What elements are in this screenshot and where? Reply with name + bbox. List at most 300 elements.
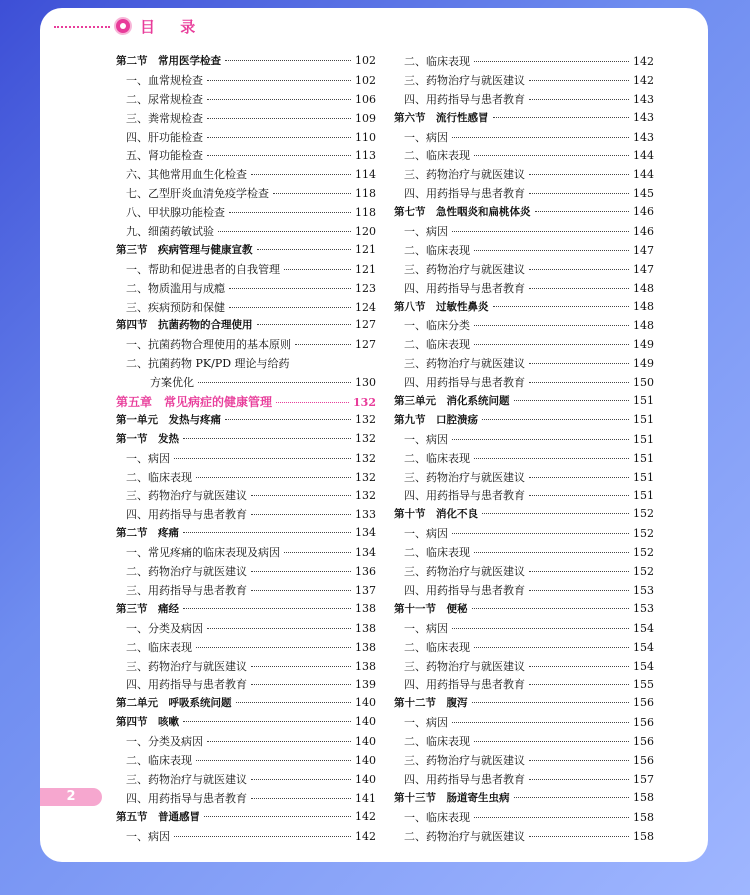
toc-entry[interactable]: [116, 280, 376, 299]
toc-entry[interactable]: [116, 809, 376, 828]
toc-entry-title: 二、临床表现: [404, 640, 470, 654]
toc-leader-dots: [284, 552, 351, 553]
toc-entry[interactable]: [394, 658, 654, 677]
toc-entry[interactable]: [394, 752, 654, 771]
toc-entry-title: 第二节 疼痛: [116, 527, 179, 540]
toc-entry-title: 第十二节 腹泻: [394, 697, 468, 710]
toc-entry[interactable]: [116, 620, 376, 639]
toc-leader-dots: [529, 99, 629, 100]
toc-entry[interactable]: [394, 506, 654, 525]
toc-entry-page: 157: [633, 772, 654, 786]
toc-entry[interactable]: [394, 525, 654, 544]
toc-entry[interactable]: [394, 261, 654, 280]
toc-entry-page: 153: [633, 583, 654, 597]
toc-entry-title: 二、临床表现: [126, 753, 192, 767]
toc-entry[interactable]: [394, 110, 654, 129]
toc-entry-page: 140: [355, 735, 376, 749]
toc-entry[interactable]: [394, 185, 654, 204]
toc-entry-page: 142: [633, 55, 654, 68]
toc-entry[interactable]: [116, 242, 376, 261]
toc-entry[interactable]: [394, 601, 654, 620]
toc-entry[interactable]: [394, 355, 654, 374]
toc-entry[interactable]: [394, 129, 654, 148]
toc-leader-dots: [452, 722, 629, 723]
toc-entry-title: 七、乙型肝炎血清免疫学检查: [126, 187, 269, 201]
page-title: 目 录: [140, 18, 206, 36]
toc-leader-dots: [207, 741, 351, 742]
toc-entry-title: 第三单元 消化系统问题: [394, 395, 510, 408]
toc-entry-page: 102: [355, 73, 376, 87]
toc-entry-page: 152: [633, 565, 654, 579]
toc-entry[interactable]: [116, 72, 376, 91]
toc-entry-title: 第一单元 发热与疼痛: [116, 413, 221, 426]
toc-leader-dots: [474, 344, 629, 345]
toc-entry-title: 三、药物治疗与就医建议: [404, 73, 525, 87]
toc-entry-title: 一、病因: [404, 432, 448, 446]
toc-leader-dots: [273, 193, 351, 194]
toc-entry-title: 第十一节 便秘: [394, 602, 468, 615]
toc-entry-page: 145: [633, 187, 654, 201]
toc-entry-title: 一、分类及病因: [126, 735, 203, 749]
toc-entry-page: 124: [355, 300, 376, 314]
toc-entry-page: 154: [633, 621, 654, 635]
toc-entry-page: 137: [355, 583, 376, 597]
toc-leader-dots: [474, 61, 629, 62]
toc-entry-page: 134: [355, 546, 376, 560]
toc-entry-title: 一、病因: [404, 130, 448, 144]
toc-leader-dots: [251, 174, 351, 175]
toc-entry[interactable]: [394, 639, 654, 658]
toc-entry[interactable]: [116, 506, 376, 525]
toc-entry[interactable]: [394, 809, 654, 828]
toc-entry-page: 148: [633, 281, 654, 295]
toc-leader-dots: [474, 250, 629, 251]
toc-entry[interactable]: [116, 185, 376, 204]
toc-entry[interactable]: [394, 469, 654, 488]
toc-entry-title: 三、粪常规检查: [126, 111, 203, 125]
toc-leader-dots: [529, 590, 629, 591]
toc-entry-page: 147: [633, 262, 654, 276]
toc-entry-title: 第二单元 呼吸系统问题: [116, 697, 232, 710]
toc-entry-title: 第四节 抗菌药物的合理使用: [116, 319, 253, 332]
toc-entry[interactable]: [116, 752, 376, 771]
toc-leader-dots: [514, 400, 630, 401]
toc-entry-title: 第五节 普通感冒: [116, 810, 200, 823]
toc-entry[interactable]: [394, 91, 654, 110]
toc-entry-page: 158: [633, 829, 654, 843]
toc-leader-dots: [474, 458, 629, 459]
toc-entry-title: 一、血常规检查: [126, 73, 203, 87]
toc-leader-dots: [183, 608, 351, 609]
toc-entry[interactable]: [116, 525, 376, 544]
toc-entry[interactable]: [116, 639, 376, 658]
toc-entry-page: 151: [633, 412, 654, 426]
toc-entry-page: 138: [355, 601, 376, 615]
toc-entry-page: 142: [355, 829, 376, 843]
toc-entry-title: 二、临床表现: [404, 451, 470, 465]
toc-entry-title: 三、药物治疗与就医建议: [404, 565, 525, 579]
toc-entry-page: 106: [355, 92, 376, 106]
toc-entry-page: 144: [633, 168, 654, 182]
toc-entry-page: 143: [633, 130, 654, 144]
toc-entry-page: 149: [633, 357, 654, 371]
toc-entry-page: 151: [633, 489, 654, 503]
toc-leader-dots: [529, 80, 629, 81]
toc-leader-dots: [229, 307, 351, 308]
toc-leader-dots: [472, 702, 630, 703]
toc-entry-page: 132: [355, 489, 376, 503]
toc-entry[interactable]: [394, 204, 654, 223]
toc-entry-title: 四、肝功能检查: [126, 130, 203, 144]
toc-entry-page: 127: [355, 338, 376, 352]
toc-entry-page: 113: [355, 149, 376, 163]
toc-entry-page: 148: [633, 319, 654, 333]
toc-entry[interactable]: [116, 469, 376, 488]
toc-leader-dots: [474, 647, 629, 648]
toc-entry[interactable]: [116, 412, 376, 431]
toc-leader-dots: [236, 702, 352, 703]
toc-entry[interactable]: [116, 336, 376, 355]
toc-entry[interactable]: [394, 393, 654, 412]
toc-entry[interactable]: [116, 299, 376, 318]
toc-entry-page: 138: [355, 640, 376, 654]
toc-leader-dots: [529, 760, 629, 761]
toc-entry-page: 152: [633, 527, 654, 541]
toc-entry-page: 151: [633, 394, 654, 408]
toc-entry-title: 三、药物治疗与就医建议: [404, 470, 525, 484]
toc-entry-page: 118: [355, 187, 376, 201]
toc-entry[interactable]: [116, 695, 376, 714]
toc-entry-title: 四、用药指导与患者教育: [404, 376, 525, 390]
toc-entry-page: 120: [355, 225, 376, 239]
toc-entry[interactable]: [394, 431, 654, 450]
toc-leader-dots: [251, 779, 351, 780]
toc-entry[interactable]: [394, 620, 654, 639]
toc-leader-dots: [529, 363, 629, 364]
toc-entry[interactable]: [116, 450, 376, 469]
toc-entry[interactable]: [116, 261, 376, 280]
toc-entry[interactable]: [394, 166, 654, 185]
toc-entry[interactable]: [394, 242, 654, 261]
toc-entry[interactable]: [116, 733, 376, 752]
toc-entry-title: 三、药物治疗与就医建议: [126, 489, 247, 503]
toc-entry[interactable]: [394, 412, 654, 431]
toc-leader-dots: [204, 816, 351, 817]
toc-entry-title: 三、药物治疗与就医建议: [404, 753, 525, 767]
toc-entry-page: 132: [355, 451, 376, 465]
toc-entry[interactable]: [394, 317, 654, 336]
toc-entry-page: 155: [633, 678, 654, 692]
toc-entry-page: 151: [633, 451, 654, 465]
toc-leader-dots: [251, 495, 351, 496]
toc-entry-page: 140: [355, 772, 376, 786]
toc-leader-dots: [183, 438, 351, 439]
toc-leader-dots: [493, 306, 630, 307]
toc-entry-page: 149: [633, 338, 654, 352]
toc-leader-dots: [474, 155, 629, 156]
toc-leader-dots: [251, 590, 351, 591]
toc-entry[interactable]: [116, 374, 376, 393]
toc-entry-title: 一、病因: [404, 716, 448, 730]
toc-entry-page: 146: [633, 205, 654, 219]
toc-entry[interactable]: [116, 166, 376, 185]
toc-leader-dots: [529, 836, 629, 837]
toc-entry-title: 二、尿常规检查: [126, 92, 203, 106]
toc-entry[interactable]: [116, 714, 376, 733]
toc-entry[interactable]: [394, 714, 654, 733]
toc-leader-dots: [207, 118, 351, 119]
toc-entry[interactable]: [394, 147, 654, 166]
toc-leader-dots: [218, 231, 351, 232]
toc-leader-dots: [529, 666, 629, 667]
toc-entry-title: 第八节 过敏性鼻炎: [394, 300, 489, 313]
toc-entry[interactable]: [116, 431, 376, 450]
toc-entry-title: 第九节 口腔溃疡: [394, 413, 478, 426]
toc-entry[interactable]: [116, 110, 376, 129]
toc-entry-title: 三、药物治疗与就医建议: [126, 659, 247, 673]
toc-leader-dots: [229, 212, 351, 213]
toc-entry-page: 147: [633, 243, 654, 257]
toc-entry-title: 三、药物治疗与就医建议: [404, 262, 525, 276]
toc-entry[interactable]: [394, 374, 654, 393]
toc-leader-dots: [529, 684, 629, 685]
toc-entry[interactable]: [116, 582, 376, 601]
toc-leader-dots: [529, 495, 629, 496]
toc-leader-dots: [452, 628, 629, 629]
toc-entry-title: 一、帮助和促进患者的自我管理: [126, 262, 280, 276]
toc-entry-title: 三、药物治疗与就医建议: [404, 659, 525, 673]
toc-entry-title: 一、常见疼痛的临床表现及病因: [126, 546, 280, 560]
toc-entry-page: 142: [355, 809, 376, 823]
toc-leader-dots: [257, 324, 352, 325]
toc-entry-page: 132: [355, 412, 376, 426]
toc-entry-title: 三、疾病预防和保健: [126, 300, 225, 314]
toc-entry-page: 139: [355, 678, 376, 692]
toc-entry-title: 四、用药指导与患者教育: [126, 678, 247, 692]
toc-entry-page: 132: [355, 470, 376, 484]
toc-entry[interactable]: [394, 828, 654, 847]
toc-entry[interactable]: [116, 544, 376, 563]
toc-entry-title: 四、用药指导与患者教育: [404, 678, 525, 692]
toc-leader-dots: [452, 533, 629, 534]
toc-leader-dots: [183, 721, 351, 722]
toc-entry-title: 一、病因: [126, 451, 170, 465]
toc-entry[interactable]: [394, 563, 654, 582]
toc-entry-title: 二、临床表现: [404, 55, 470, 68]
toc-entry[interactable]: [394, 299, 654, 318]
toc-entry-page: 144: [633, 149, 654, 163]
toc-leader-dots: [474, 741, 629, 742]
toc-leader-dots: [207, 80, 351, 81]
toc-entry[interactable]: [116, 790, 376, 809]
toc-entry-title: 一、病因: [404, 621, 448, 635]
toc-entry[interactable]: [116, 563, 376, 582]
toc-leader-dots: [529, 571, 629, 572]
toc-entry-page: 132: [355, 431, 376, 445]
toc-entry[interactable]: [394, 223, 654, 242]
toc-leader-dots: [529, 779, 629, 780]
toc-leader-dots: [196, 477, 351, 478]
toc-entry-page: 138: [355, 621, 376, 635]
toc-entry-page: 121: [355, 242, 376, 256]
toc-leader-dots: [474, 817, 629, 818]
toc-leader-dots: [207, 155, 351, 156]
toc-entry[interactable]: [116, 828, 376, 847]
toc-entry[interactable]: [394, 280, 654, 299]
toc-entry-page: 123: [355, 281, 376, 295]
toc-entry-page: 140: [355, 753, 376, 767]
toc-entry-page: 138: [355, 659, 376, 673]
toc-leader-dots: [452, 231, 629, 232]
toc-entry-title: 二、临床表现: [404, 546, 470, 560]
toc-entry-page: 153: [633, 601, 654, 615]
toc-leader-dots: [207, 99, 351, 100]
toc-entry-title: 三、药物治疗与就医建议: [404, 357, 525, 371]
toc-entry-title: 三、药物治疗与就医建议: [126, 772, 247, 786]
flower-icon: [114, 17, 132, 35]
toc-leader-dots: [474, 552, 629, 553]
toc-entry-page: 156: [633, 735, 654, 749]
toc-leader-dots: [251, 798, 351, 799]
toc-entry-title: 一、临床表现: [404, 810, 470, 824]
toc-entry-title: 八、甲状腺功能检查: [126, 206, 225, 220]
toc-entry-title: 一、病因: [404, 225, 448, 239]
toc-leader-dots: [493, 117, 630, 118]
toc-entry-page: 151: [633, 432, 654, 446]
toc-entry-title: 四、用药指导与患者教育: [404, 583, 525, 597]
toc-entry-title: 四、用药指导与患者教育: [404, 772, 525, 786]
toc-entry-title: 第三节 痛经: [116, 602, 179, 615]
toc-entry-page: 156: [633, 716, 654, 730]
toc-entry-page: 121: [355, 262, 376, 276]
toc-entry-title: 第三节 疾病管理与健康宣教: [116, 243, 253, 256]
toc-leader-dots: [257, 249, 352, 250]
toc-leader-dots: [207, 628, 351, 629]
toc-entry-title: 二、临床表现: [126, 640, 192, 654]
toc-left-column: [116, 53, 376, 846]
toc-leader-dots: [514, 797, 630, 798]
toc-entry-title: 四、用药指导与患者教育: [404, 92, 525, 106]
toc-leader-dots: [251, 514, 351, 515]
toc-entry-page: 152: [633, 546, 654, 560]
toc-entry[interactable]: [116, 204, 376, 223]
toc-entry[interactable]: [116, 223, 376, 242]
toc-leader-dots: [529, 382, 629, 383]
toc-entry[interactable]: [394, 544, 654, 563]
toc-leader-dots: [251, 571, 351, 572]
toc-entry[interactable]: [394, 336, 654, 355]
toc-entry[interactable]: [116, 91, 376, 110]
toc-entry-title: 四、用药指导与患者教育: [404, 281, 525, 295]
toc-entry-page: 140: [355, 696, 376, 710]
toc-entry[interactable]: [394, 676, 654, 695]
toc-entry-page: 134: [355, 526, 376, 540]
toc-entry[interactable]: [116, 658, 376, 677]
toc-leader-dots: [529, 174, 629, 175]
toc-entry-page: 156: [633, 696, 654, 710]
toc-entry[interactable]: [394, 771, 654, 790]
toc-entry-title: 二、临床表现: [126, 470, 192, 484]
toc-entry-title: 第五章 常见病症的健康管理: [116, 395, 273, 410]
toc-leader-dots: [276, 402, 349, 403]
toc-entry[interactable]: [394, 733, 654, 752]
toc-entry-title: 第十节 消化不良: [394, 508, 478, 521]
toc-entry-title: 二、临床表现: [404, 243, 470, 257]
toc-leader-dots: [198, 382, 351, 383]
toc-leader-dots: [284, 269, 351, 270]
toc-entry[interactable]: [394, 695, 654, 714]
toc-entry[interactable]: [116, 393, 376, 412]
toc-entry-page: 152: [633, 507, 654, 521]
toc-leader-dots: [452, 137, 629, 138]
toc-leader-dots: [174, 458, 351, 459]
toc-entry[interactable]: [394, 487, 654, 506]
toc-entry-page: 143: [633, 92, 654, 106]
toc-leader-dots: [174, 836, 351, 837]
toc-entry-page: 158: [633, 790, 654, 804]
toc-entry[interactable]: [394, 450, 654, 469]
toc-leader-dots: [225, 60, 351, 61]
toc-leader-dots: [482, 419, 629, 420]
toc-entry-page: 136: [355, 565, 376, 579]
toc-entry[interactable]: [116, 53, 376, 72]
toc-entry-title: 六、其他常用血生化检查: [126, 168, 247, 182]
toc-entry-page: 132: [353, 396, 376, 410]
toc-entry-page: 156: [633, 753, 654, 767]
toc-entry[interactable]: [116, 601, 376, 620]
toc-leader-dots: [207, 137, 351, 138]
toc-entry-title: 一、病因: [126, 829, 170, 843]
toc-entry-title: 二、物质滥用与成瘾: [126, 281, 225, 295]
toc-entry[interactable]: [116, 676, 376, 695]
toc-entry-page: 133: [355, 508, 376, 522]
toc-entry[interactable]: [394, 72, 654, 91]
toc-entry[interactable]: [116, 317, 376, 336]
toc-leader-dots: [452, 439, 629, 440]
toc-entry[interactable]: [116, 129, 376, 148]
toc-entry-page: 151: [633, 470, 654, 484]
toc-leader-dots: [529, 193, 629, 194]
toc-leader-dots: [229, 288, 351, 289]
toc-entry[interactable]: [394, 790, 654, 809]
toc-entry[interactable]: [394, 53, 654, 72]
toc-entry[interactable]: [394, 582, 654, 601]
toc-leader-dots: [196, 647, 351, 648]
toc-entry[interactable]: [116, 771, 376, 790]
toc-entry-page: 102: [355, 54, 376, 67]
toc-entry-page: 154: [633, 659, 654, 673]
toc-entry-page: 127: [355, 318, 376, 332]
toc-entry[interactable]: [116, 147, 376, 166]
toc-leader-dots: [295, 344, 351, 345]
toc-entry-title: 第十三节 肠道寄生虫病: [394, 791, 510, 804]
toc-leader-dots: [251, 666, 351, 667]
toc-entry-title: 第四节 咳嗽: [116, 716, 179, 729]
toc-entry-title: 二、药物治疗与就医建议: [404, 829, 525, 843]
toc-entry-title: 方案优化: [150, 376, 194, 390]
toc-entry[interactable]: [116, 355, 376, 374]
toc-entry-page: 154: [633, 640, 654, 654]
toc-leader-dots: [472, 608, 630, 609]
toc-entry-title: 第七节 急性咽炎和扁桃体炎: [394, 206, 531, 219]
toc-entry-title: 四、用药指导与患者教育: [126, 508, 247, 522]
toc-entry-page: 118: [355, 206, 376, 220]
toc-entry-title: 第一节 发热: [116, 432, 179, 445]
toc-entry[interactable]: [116, 487, 376, 506]
toc-page: [40, 8, 708, 862]
toc-entry-title: 一、分类及病因: [126, 621, 203, 635]
toc-entry-page: 141: [355, 791, 376, 805]
